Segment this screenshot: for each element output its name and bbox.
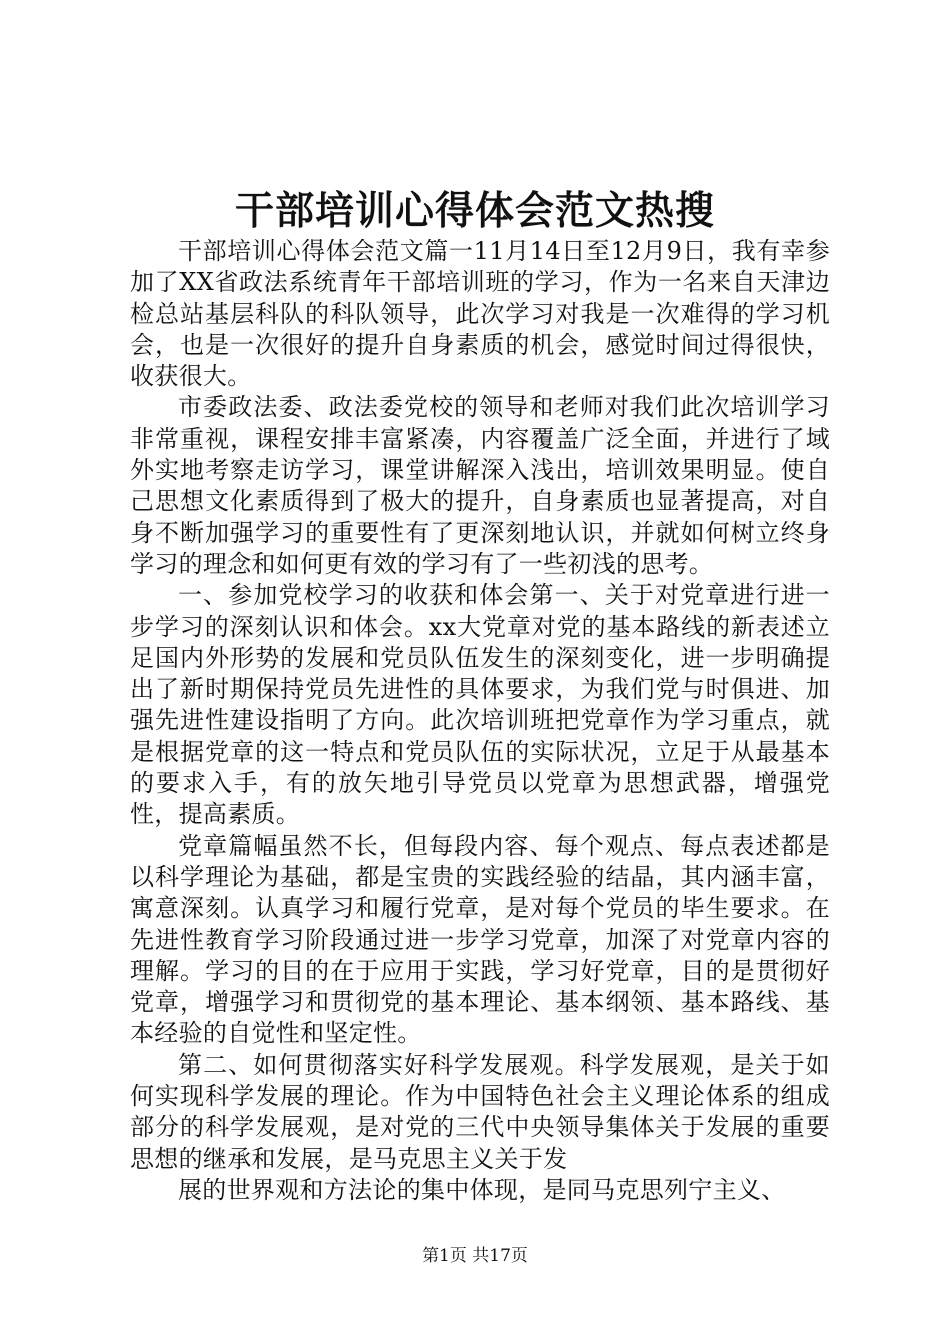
document-body	[130, 236, 830, 1206]
paragraph: 一、参加党校学习的收获和体会第一、关于对党章进行进一步学习的深刻认识和体会。xx大党章对党的基本路线的新表述立足国内外形势的发展和党员队伍发生的深刻变化，进一步明确提出了新时期保持党员先进性的具体要求，为我们党与时俱进、加强先进性建设指明了方向。此次培训班把党章作为学习重点，就是根据党章的这一特点和党员队伍的实际状况，立足于从最基本的要求入手，有的放矢地引导党员以党章为思想武器，增强党性，提高素质。	[130, 581, 830, 829]
page-footer: 第1页 共17页	[422, 1246, 528, 1266]
paragraph: 展的世界观和方法论的集中体现，是同马克思列宁主义、	[178, 1175, 786, 1204]
paragraph: 干部培训心得体会范文篇一11月14日至12月9日，我有幸参加了XX省政法系统青年干部培训班的学习，作为一名来自天津边检总站基层科队的科队领导，此次学习对我是一次难得的学习机会，也是一次很好的提升自身素质的机会，感觉时间过得很快，收获很大。	[130, 237, 830, 391]
document-title: 干部培训心得体会范文热搜	[234, 188, 715, 234]
paragraph: 第二、如何贯彻落实好科学发展观。科学发展观，是关于如何实现科学发展的理论。作为中国特色社会主义理论体系的组成部分的科学发展观，是对党的三代中央领导集体关于发展的重要思想的继承和发展，是马克思主义关于发	[130, 1050, 830, 1173]
paragraph: 党章篇幅虽然不长，但每段内容、每个观点、每点表述都是以科学理论为基础，都是宝贵的实践经验的结晶，其内涵丰富，寓意深刻。认真学习和履行党章，是对每个党员的毕生要求。在先进性教育学习阶段通过进一步学习党章，加深了对党章内容的理解。学习的目的在于应用于实践，学习好党章，目的是贯彻好党章，增强学习和贯彻党的基本理论、基本纲领、基本路线、基本经验的自觉性和坚定性。	[130, 831, 830, 1048]
paragraph: 市委政法委、政法委党校的领导和老师对我们此次培训学习非常重视，课程安排丰富紧凑，内容覆盖广泛全面，并进行了域外实地考察走访学习，课堂讲解深入浅出，培训效果明显。使自己思想文化素质得到了极大的提升，自身素质也显著提高，对自身不断加强学习的重要性有了更深刻地认识，并就如何树立终身学习的理念和如何更有效的学习有了一些初浅的思考。	[130, 393, 830, 578]
